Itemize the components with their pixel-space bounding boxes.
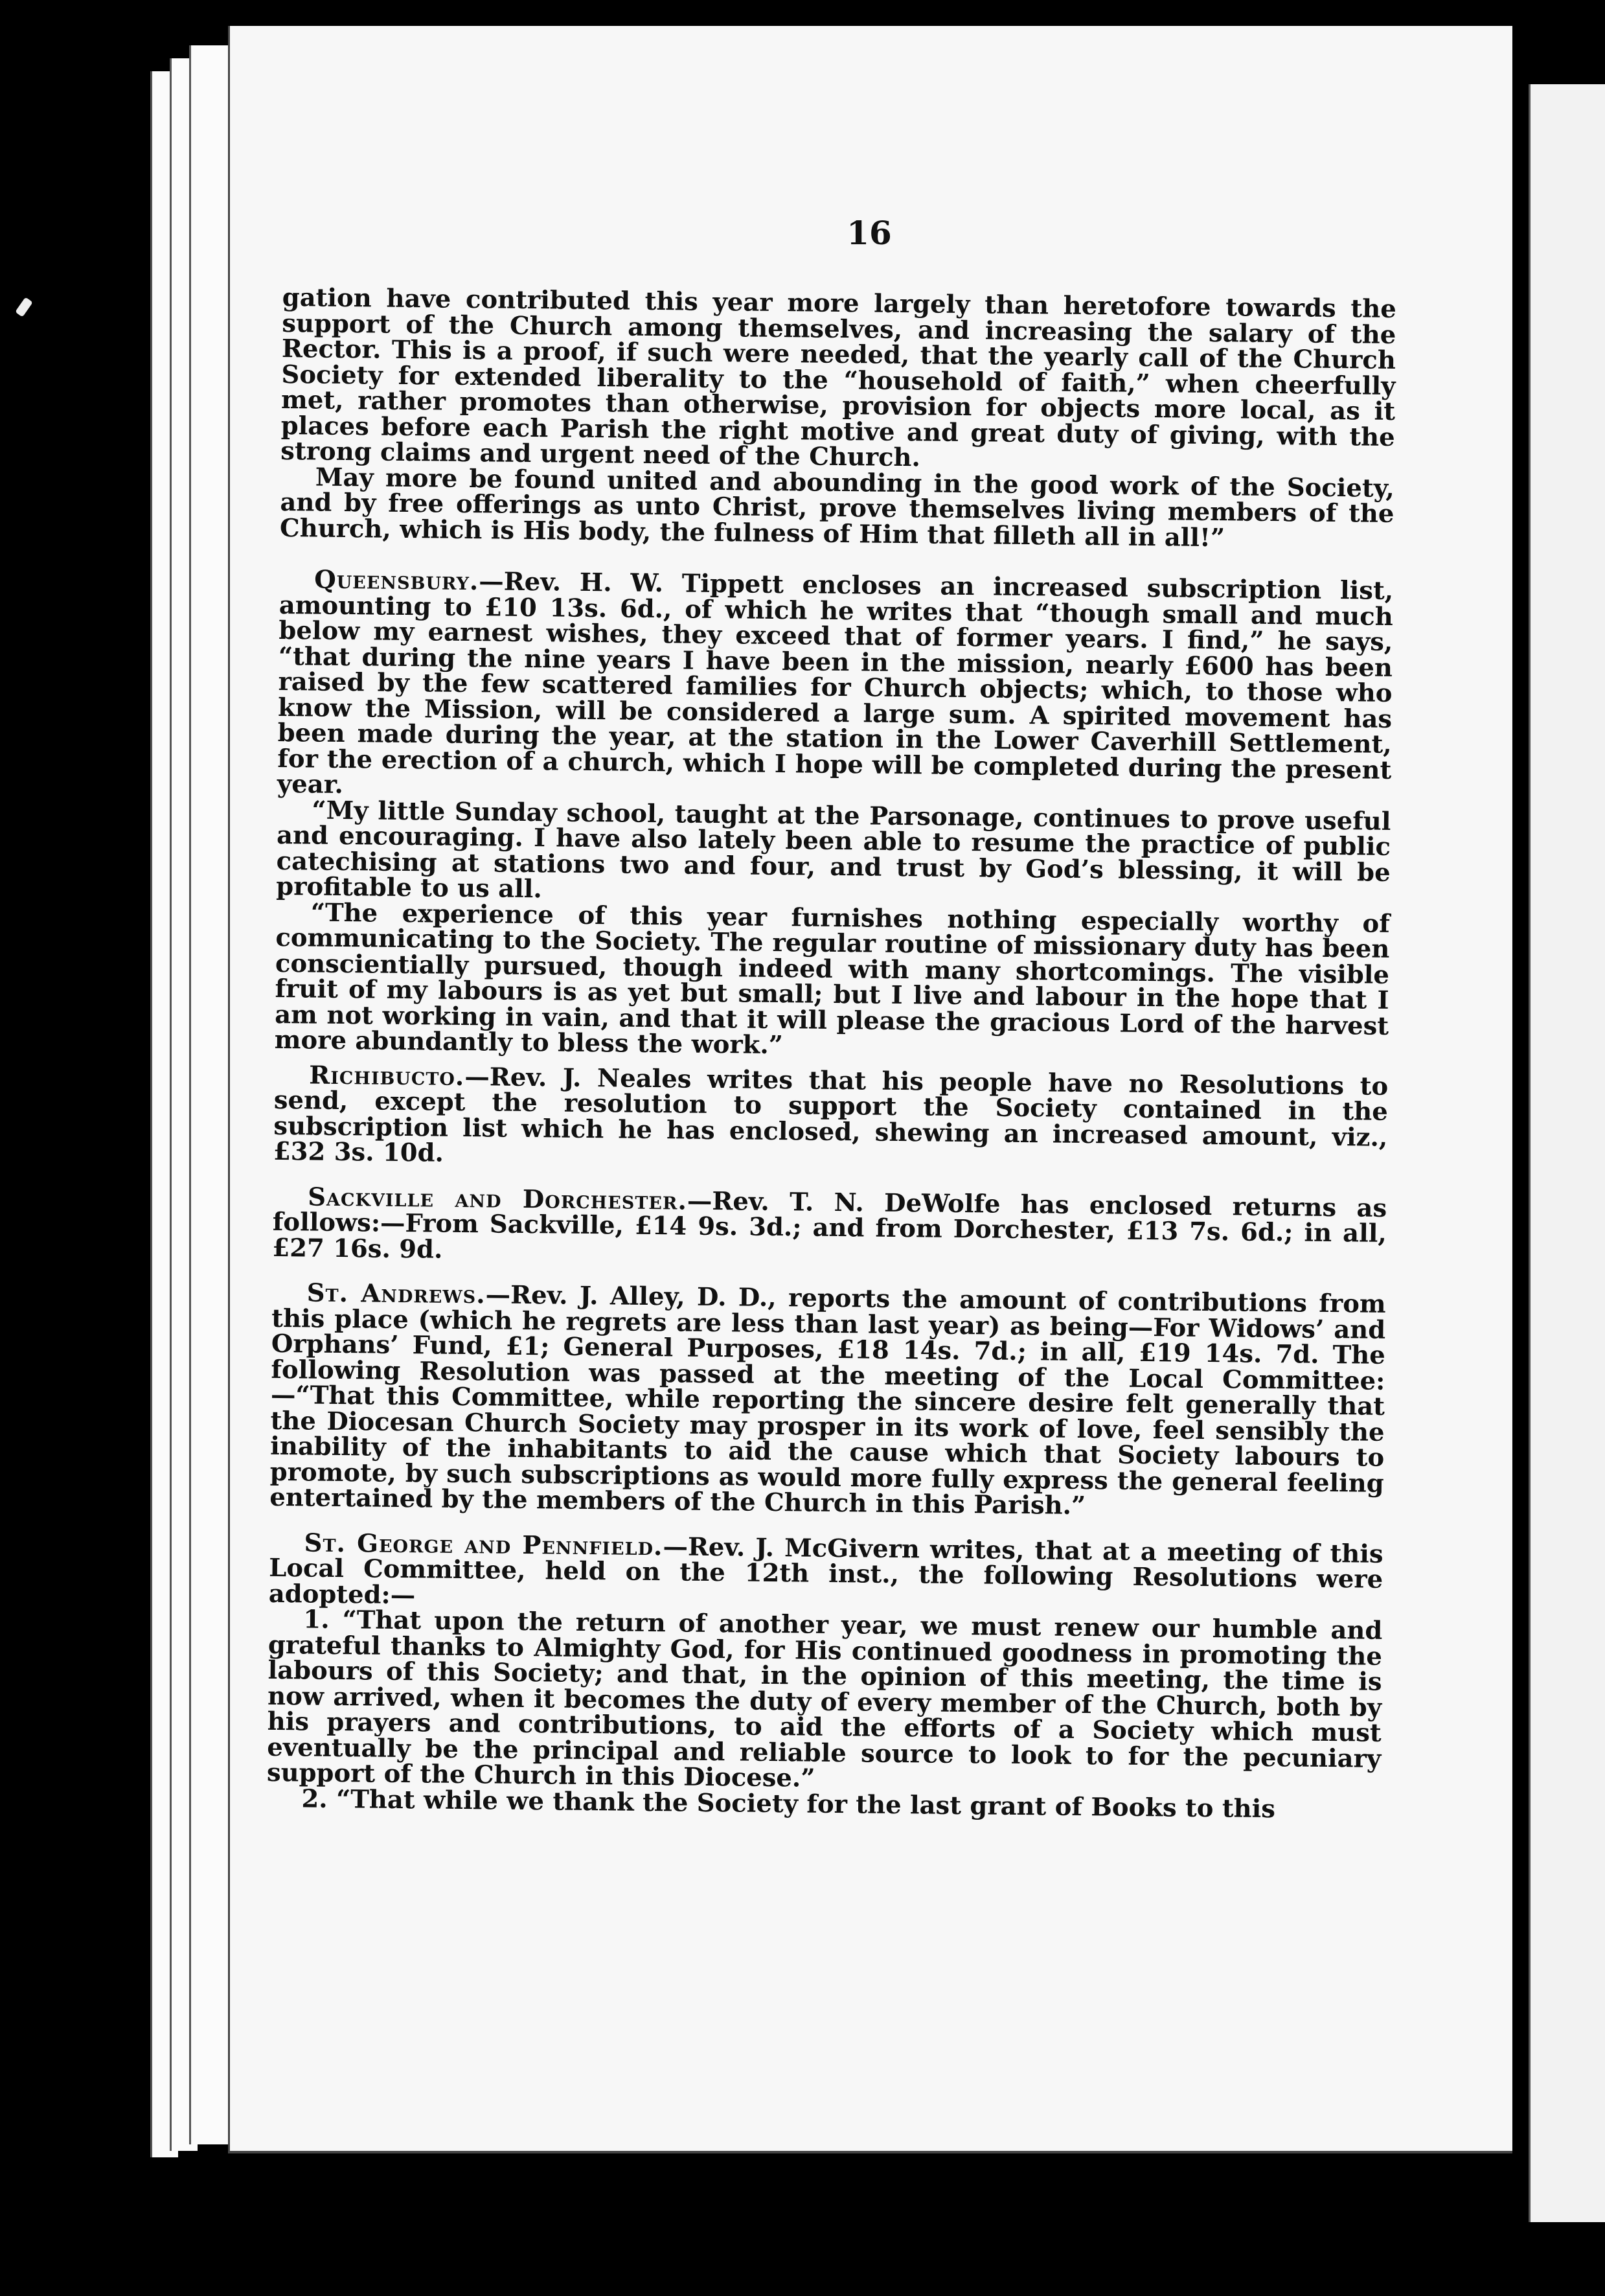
paragraph: “The experience of this year furnishes nothing especially worthy of communicating to the Society. The regular routine of missionary duty has been conscientially pursued, though indeed with many shortcomings. The visible fruit of my labours is as yet but small; but I live and labour in the hope that I am not working in vain, and that it will please the gracious Lord of the harvest more abundantly to bless the work.”	[274, 898, 1391, 1061]
paragraph	[269, 1280, 1386, 1522]
paragraph	[269, 1530, 1383, 1618]
page-edge	[189, 45, 230, 2144]
section-heading: Richibucto.	[308, 1060, 465, 1092]
paragraph-text: —Rev. J. Neales writes that his people have no Resolutions to send, except the resolution to support the Society contained in the subscription list which he has enclosed, shewing an increased amount, viz., £32 3s. 10d.	[273, 1062, 1389, 1168]
paragraph: “My little Sunday school, taught at the Parsonage, continues to prove useful and encouraging. I have also lately been able to resume the practice of public catechising at stations two and four, and trust by God’s blessing, it will be profitable to us all.	[276, 796, 1391, 904]
scan-speck	[15, 297, 33, 317]
paragraph	[277, 567, 1394, 809]
section-heading: St. George and Pennfield.	[304, 1528, 663, 1561]
facing-page-edge	[1529, 84, 1605, 2222]
paragraph-text: —Rev. T. N. DeWolfe has enclosed returns as follows:—From Sackville, £14 9s. 3d.; and from Dorchester, £13 7s. 6d.; in all, £27 16s. 9d.	[272, 1186, 1387, 1265]
paragraph-text: —Rev. J. McGivern writes, that at a meeting of this Local Committee, held on the 12th inst., the following Resolutions were adopted:—	[268, 1532, 1383, 1610]
paragraph	[272, 1184, 1387, 1272]
paragraph: May more be found united and abounding in the good work of the Society, and by free offerings as unto Christ, prove themselves living members of the Church, which is His body, the fulness of Him that filleth all in all!”	[279, 463, 1395, 553]
paragraph-text: —Rev. H. W. Tippett encloses an increased subscription list, amounting to £10 13s. 6d., of which he writes that “though small and much below my earnest wishes, they exceed that of former years. I find,” he says, “that during the nine years I have been in the mission, nearly £600 has been raised by the few scattered families for Church objects; which, to those who know the Mission, will be considered a large sum. A spirited movement has been made during the year, at the station in the Lower Caverhill Settlement, for the erection of a church, which I hope will be completed during the present year.	[277, 567, 1394, 800]
paragraph: gation have contributed this year more largely than heretofore towards the support of the Church among themselves, and increasing the salary of the Rector. This is a proof, if such were needed, that the yearly call of the Church Society for extended liberality to the “household of faith,” when cheerfully met, rather promotes than otherwise, provision for objects more local, as it places before each Parish the right motive and great duty of giving, with the strong claims and urgent need of the Church.	[280, 283, 1396, 473]
paragraph	[273, 1062, 1389, 1176]
section-heading: Queensbury.	[314, 565, 479, 597]
section-heading: Sackville and Dorchester.	[308, 1182, 688, 1216]
paragraph: 2. “That while we thank the Society for the last grant of Books to this	[301, 1784, 1276, 1824]
section-heading: St. Andrews.	[306, 1278, 486, 1310]
page-number: 16	[847, 214, 892, 252]
paragraph: 1. “That upon the return of another year, we must renew our humble and grateful thanks to Almighty God, for His continued goodness in promoting the labours of this Society; and that, in the opinion of this meeting, the time is now arrived, when it becomes the duty of every member of the Church, both by his prayers and contributions, to aid the efforts of a Society which must eventually be the principal and reliable source to look to for the pecuniary support of the Church in this Diocese.”	[266, 1605, 1383, 1793]
body-text	[266, 285, 1396, 1823]
paragraph-text: —Rev. J. Alley, D. D., reports the amount of contributions from this place (which he regrets are less than last year) as being—For Widows’ and Orphans’ Fund, £1; General Purposes, £18 14s. 7d.; in all, £19 14s. 7d. The following Resolution was passed at the meeting of the Local Committee:—“That this Committee, while reporting the sincere desire felt generally that the Diocesan Church Society may prosper in its work of love, feel sensibly the inability of the inhabitants to aid the cause which that Society labours to promote, by such subscriptions as would more fully express the general feeling entertained by the members of the Church in this Parish.”	[269, 1280, 1386, 1521]
